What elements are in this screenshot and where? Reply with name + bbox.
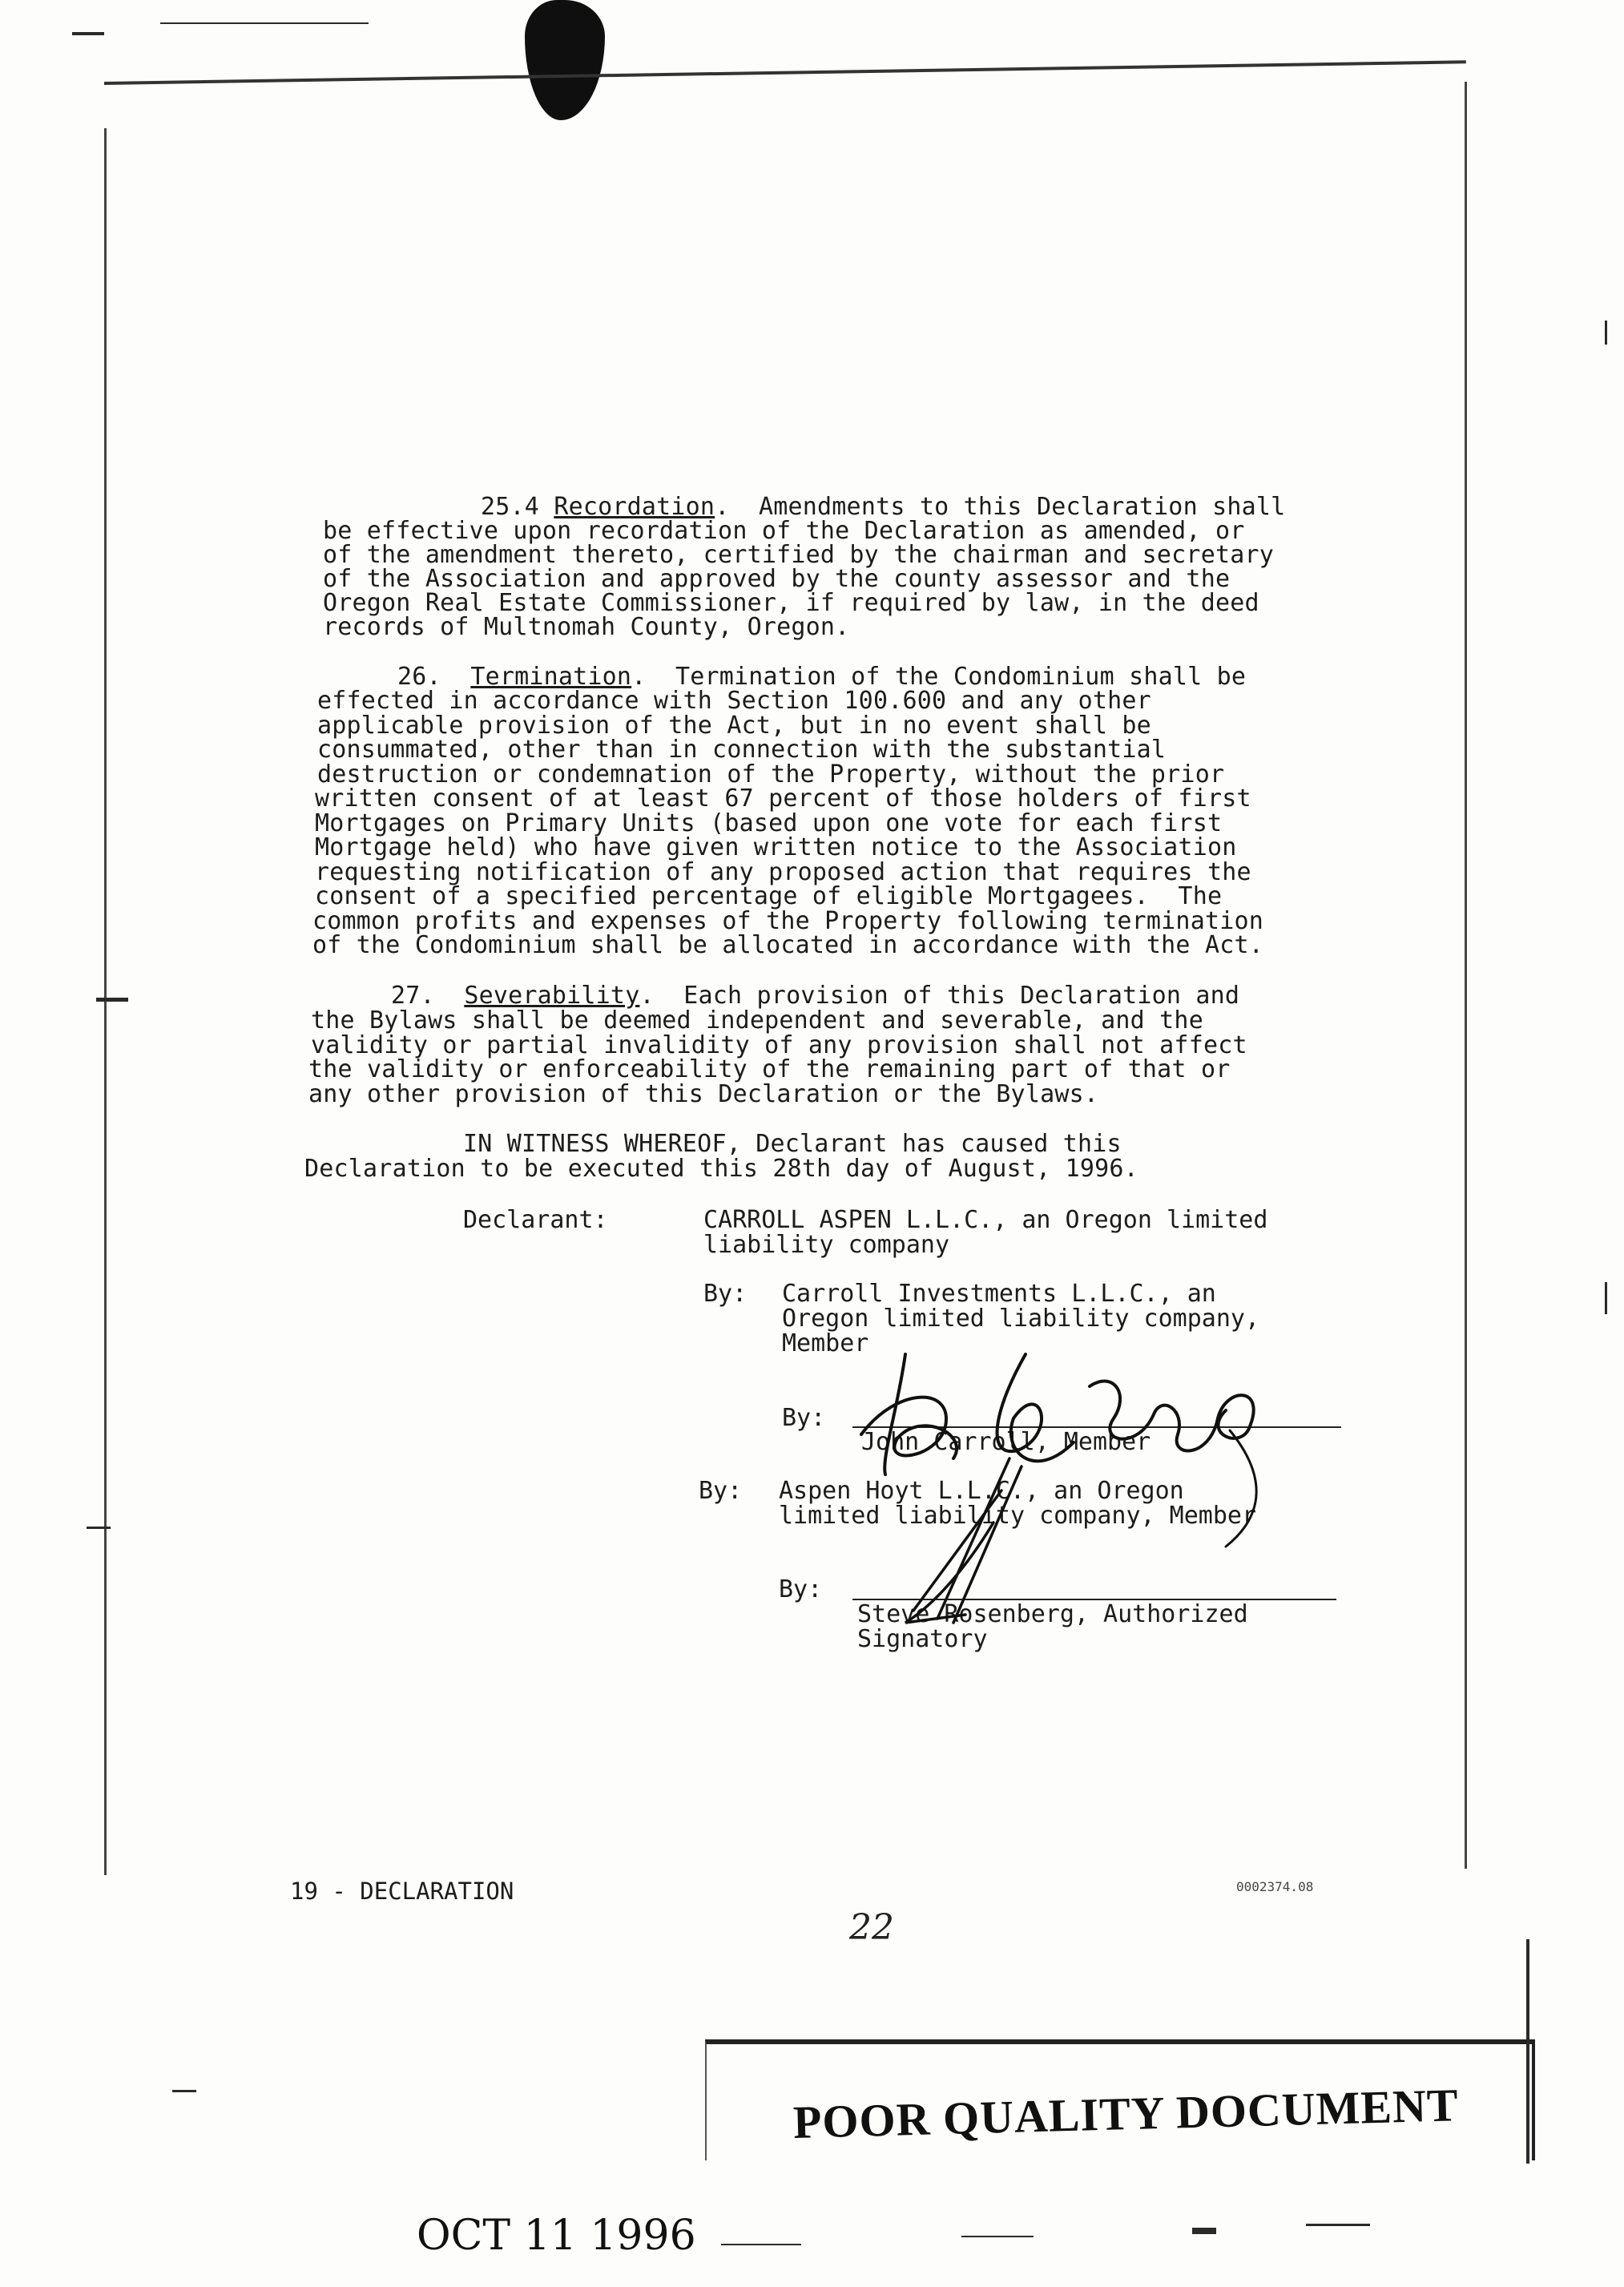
member2-line-2: limited liability company, Member <box>779 1502 1257 1530</box>
signer2-line-1: Steve Rosenberg, Authorized <box>857 1600 1248 1628</box>
declarant-line-1: CARROLL ASPEN L.L.C., an Oregon limited <box>703 1206 1268 1234</box>
member1-line-2: Oregon limited liability company, <box>782 1305 1260 1333</box>
scan-mark <box>721 2244 801 2245</box>
section-25-4-line-1: 25.4 Recordation. Amendments to this Declaration shall <box>481 493 1286 521</box>
section-heading: Recordation <box>554 493 715 521</box>
scan-frame-right <box>1465 82 1467 1869</box>
by-label-2: By: <box>782 1404 826 1432</box>
declarant-line-2: liability company <box>703 1231 950 1259</box>
section-25-4-line-4: of the Association and approved by the county assessor and the <box>323 565 1231 593</box>
section-26-line-6: written consent of at least 67 percent of those holders of first <box>315 785 1251 813</box>
scan-mark <box>87 1527 111 1529</box>
section-26-line-9: requesting notification of any proposed action that requires the <box>315 858 1251 886</box>
declarant-label: Declarant: <box>463 1206 608 1234</box>
date-stamp: OCT 11 1996 <box>417 2212 696 2260</box>
by-label-3: By: <box>699 1477 743 1505</box>
signer1-name: John Carroll, Member <box>861 1428 1151 1456</box>
section-27-line-1: 27. Severability. Each provision of this Declaration and <box>391 982 1240 1010</box>
ink-blot <box>525 0 605 120</box>
section-26-line-5: destruction or condemnation of the Property, without the prior <box>317 760 1225 789</box>
section-heading: Termination <box>470 663 632 691</box>
scan-mark <box>160 22 369 24</box>
section-26-line-10: consent of a specified percentage of eligible Mortgagees. The <box>315 882 1223 910</box>
scan-mark <box>96 998 128 1002</box>
member1-line-3: Member <box>782 1329 869 1357</box>
scan-mark <box>1306 2224 1370 2226</box>
section-27-line-5: any other provision of this Declaration or the Bylaws. <box>308 1080 1099 1108</box>
handwritten-page-number: 22 <box>849 1907 894 1948</box>
section-26-line-2: effected in accordance with Section 100.600 and any other <box>317 687 1151 715</box>
scan-frame-top <box>104 60 1466 85</box>
section-26-line-7: Mortgages on Primary Units (based upon one vote for each first <box>315 809 1223 837</box>
scan-mark <box>1605 321 1607 345</box>
section-27-line-4: the validity or enforceability of the remaining part of that or <box>308 1055 1231 1083</box>
scan-mark <box>1192 2228 1216 2234</box>
footer-document-id: 0002374.08 <box>1236 1879 1314 1894</box>
member2-line-1: Aspen Hoyt L.L.C., an Oregon <box>779 1477 1184 1505</box>
by-label-4: By: <box>779 1575 823 1603</box>
section-26-line-4: consummated, other than in connection with the substantial <box>317 736 1167 764</box>
section-25-4-line-6: records of Multnomah County, Oregon. <box>323 613 850 641</box>
section-heading: Severability <box>464 982 640 1010</box>
section-26-line-1: 26. Termination. Termination of the Condominium shall be <box>397 663 1247 691</box>
section-25-4-line-3: of the amendment thereto, certified by the chairman and secretary <box>323 541 1274 569</box>
scan-mark <box>1526 1939 1529 2164</box>
poor-quality-stamp: POOR QUALITY DOCUMENT <box>792 2079 1460 2148</box>
witness-line-1: IN WITNESS WHEREOF, Declarant has caused this <box>463 1130 1122 1158</box>
section-26-line-11: common profits and expenses of the Property following termination <box>312 907 1263 935</box>
section-27-line-3: validity or partial invalidity of any provision shall not affect <box>311 1031 1247 1059</box>
signature-steve-rosenberg <box>889 1450 1042 1643</box>
section-25-4-line-5: Oregon Real Estate Commissioner, if required by law, in the deed <box>323 589 1259 617</box>
scan-mark <box>1605 1282 1607 1314</box>
section-27-line-2: the Bylaws shall be deemed independent and severable, and the <box>311 1006 1203 1035</box>
signer2-line-2: Signatory <box>857 1625 988 1653</box>
section-26-line-8: Mortgage held) who have given written notice to the Association <box>315 833 1237 861</box>
member1-line-1: Carroll Investments L.L.C., an <box>782 1280 1216 1308</box>
section-26-line-12: of the Condominium shall be allocated in accordance with the Act. <box>312 931 1263 959</box>
witness-line-2: Declaration to be executed this 28th day of August, 1996. <box>304 1155 1138 1183</box>
section-26-line-3: applicable provision of the Act, but in no event shall be <box>317 712 1151 740</box>
scan-mark <box>72 32 104 35</box>
scan-mark <box>172 2090 196 2092</box>
scan-mark <box>961 2236 1034 2237</box>
by-label-1: By: <box>703 1280 748 1308</box>
scan-frame-left <box>104 128 107 1875</box>
footer-section-label: 19 - DECLARATION <box>290 1878 514 1905</box>
section-25-4-line-2: be effective upon recordation of the Declaration as amended, or <box>323 517 1245 545</box>
